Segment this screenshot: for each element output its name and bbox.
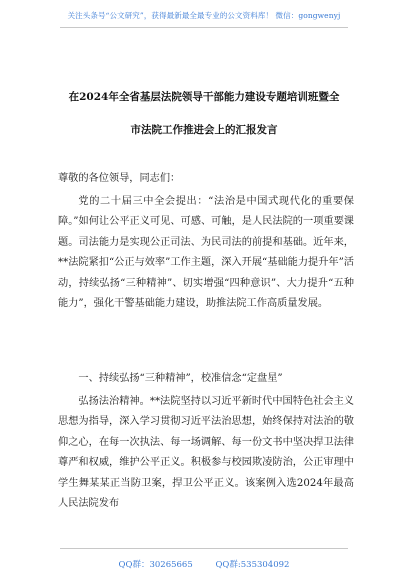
section-heading-1: 一、持续弘扬“三种精神”，校准信念“定盘星”: [78, 373, 283, 384]
body-paragraph-1: 党的二十届三中全会提出：“法治是中国式现代化的重要保障。”如何让公平正义可见、可感、可触，是人民法院的一项重要课题。司法能力是实现公正司法、为民司法的前提和基础。近年来，**法院紧扣“公正与效率”工作主题，深入开展“基础能力提升年”活动，持续弘扬“三种精神”、切实增强“四种意识”、大力提升“五种能力”，强化干警基础能力建设，助推法院工作高质量发展。: [58, 196, 354, 310]
footer-divider: [60, 548, 348, 549]
footer: [0, 558, 408, 570]
header-banner: 关注头条号“公文研究”，获得最新最全最专业的公文资料库！ 微信：gongwenyj: [67, 11, 341, 20]
footer-qq-group-2: QQ群:535304092: [215, 560, 290, 570]
document-title-line-2: 市法院工作推进会上的汇报发言: [130, 124, 278, 136]
header-divider: [60, 27, 348, 28]
salutation: 尊敬的各位领导，同志们：: [58, 173, 181, 184]
body-paragraph-2: 弘扬法治精神。**法院坚持以习近平新时代中国特色社会主义思想为指导，深入学习贯彻习近平法治思想，始终保持对法治的敬仰之心，在每一次执法、每一场调解、每一份文书中坚决捍卫法律尊严和权威，维护公平正义。积极参与校园欺凌防治，公正审理中学生舞某某正当防卫案，捍卫公平正义。该案例入选2024年最高人民法院发布: [58, 396, 354, 510]
document-title-line-1: 在2024年全省基层法院领导干部能力建设专题培训班暨全: [68, 91, 340, 103]
footer-qq-group-1: QQ群：30265665: [118, 560, 193, 570]
